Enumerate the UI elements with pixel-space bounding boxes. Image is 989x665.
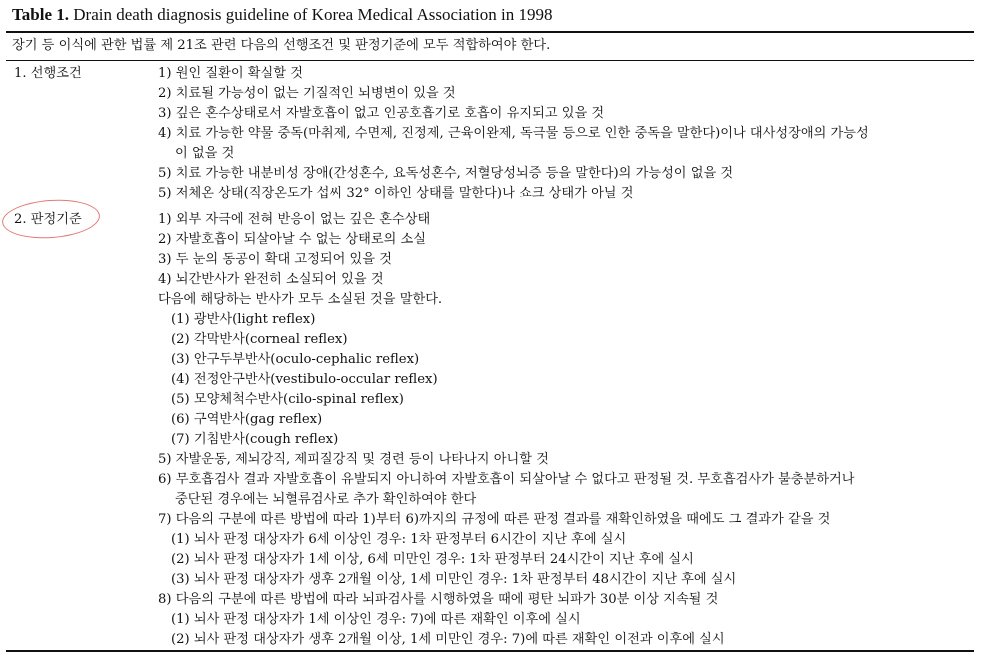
list-item: 6) 무호흡검사 결과 자발호흡이 유발되지 아니하여 자발호흡이 되살아날 수 없다고 판정될 것. 무호흡검사가 불충분하거나	[158, 472, 855, 487]
list-item: 5) 자발운동, 제뇌강직, 제피질강직 및 경련 등이 나타나지 아니할 것	[158, 452, 549, 467]
criteria-list	[158, 210, 973, 650]
list-item: 7) 다음의 구분에 따른 방법에 따라 1)부터 6)까지의 규정에 따른 판정 결과를 재확인하였을 때에도 그 결과가 같을 것	[158, 512, 831, 527]
list-item: 2) 치료될 가능성이 없는 기질적인 뇌병변이 있을 것	[158, 86, 456, 101]
list-item: 3) 두 눈의 동공이 확대 고정되어 있을 것	[158, 252, 392, 267]
list-item-continuation: 중단된 경우에는 뇌혈류검사로 추가 확인하여야 한다	[175, 492, 477, 507]
list-item: 4) 치료 가능한 약물 중독(마취제, 수면제, 진정제, 근육이완제, 독극물 등으로 인한 중독을 말한다)이나 대사성장애의 가능성	[158, 126, 869, 141]
list-item-continuation: 이 없을 것	[175, 146, 235, 161]
list-item: 5) 치료 가능한 내분비성 장애(간성혼수, 요독성혼수, 저혈당성뇌증 등을 말한다)의 가능성이 없을 것	[158, 166, 734, 181]
list-subitem: (7) 기침반사(cough reflex)	[171, 432, 339, 447]
section-label-prerequisites: 1. 선행조건	[14, 66, 82, 81]
list-item: 3) 깊은 혼수상태로서 자발호흡이 없고 인공호흡기로 호흡이 유지되고 있을 것	[158, 106, 605, 121]
list-item: 2) 자발호흡이 되살아날 수 없는 상태로의 소실	[158, 232, 426, 247]
list-item: 5) 저체온 상태(직장온도가 섭씨 32° 이하인 상태를 말한다)나 쇼크 상태가 아닐 것	[158, 186, 634, 201]
prerequisites-list	[158, 64, 973, 204]
bottom-rule	[6, 650, 974, 652]
list-subitem: (2) 각막반사(corneal reflex)	[171, 332, 348, 347]
table-label: Table 1.	[12, 5, 70, 24]
list-item: 4) 뇌간반사가 완전히 소실되어 있을 것	[158, 272, 384, 287]
table-intro: 장기 등 이식에 관한 법률 제 21조 관련 다음의 선행조건 및 판정기준에 모두 적합하여야 한다.	[12, 38, 551, 53]
section-label-criteria: 2. 판정기준	[14, 212, 82, 227]
list-subitem: (5) 모양체척수반사(cilo-spinal reflex)	[171, 392, 404, 407]
list-item: 1) 외부 자극에 전혀 반응이 없는 깊은 혼수상태	[158, 212, 431, 227]
list-subitem: (4) 전정안구반사(vestibulo-occular reflex)	[171, 372, 438, 387]
header-rule	[6, 60, 974, 61]
table-title	[12, 4, 982, 26]
list-subitem: (2) 뇌사 판정 대상자가 생후 2개월 이상, 1세 미만인 경우: 7)에 따른 재확인 이전과 이후에 실시	[171, 632, 725, 647]
list-subitem: (1) 광반사(light reflex)	[171, 312, 316, 327]
list-subitem: (3) 뇌사 판정 대상자가 생후 2개월 이상, 1세 미만인 경우: 1차 판정부터 48시간이 지난 후에 실시	[171, 572, 737, 587]
top-rule	[6, 31, 974, 33]
list-item: 1) 원인 질환이 확실할 것	[158, 66, 303, 81]
list-subitem: (2) 뇌사 판정 대상자가 1세 이상, 6세 미만인 경우: 1차 판정부터 24시간이 지난 후에 실시	[171, 552, 694, 567]
list-subitem: (6) 구역반사(gag reflex)	[171, 412, 323, 427]
list-item: 다음에 해당하는 반사가 모두 소실된 것을 말한다.	[158, 292, 443, 307]
list-subitem: (1) 뇌사 판정 대상자가 1세 이상인 경우: 7)에 따른 재확인 이후에 실시	[171, 612, 581, 627]
list-subitem: (1) 뇌사 판정 대상자가 6세 이상인 경우: 1차 판정부터 6시간이 지난 후에 실시	[171, 532, 627, 547]
list-subitem: (3) 안구두부반사(oculo-cephalic reflex)	[171, 352, 420, 367]
table-caption: Drain death diagnosis guideline of Korea Medical Association in 1998	[73, 5, 553, 24]
list-item: 8) 다음의 구분에 따른 방법에 따라 뇌파검사를 시행하였을 때에 평탄 뇌파가 30분 이상 지속될 것	[158, 592, 719, 607]
